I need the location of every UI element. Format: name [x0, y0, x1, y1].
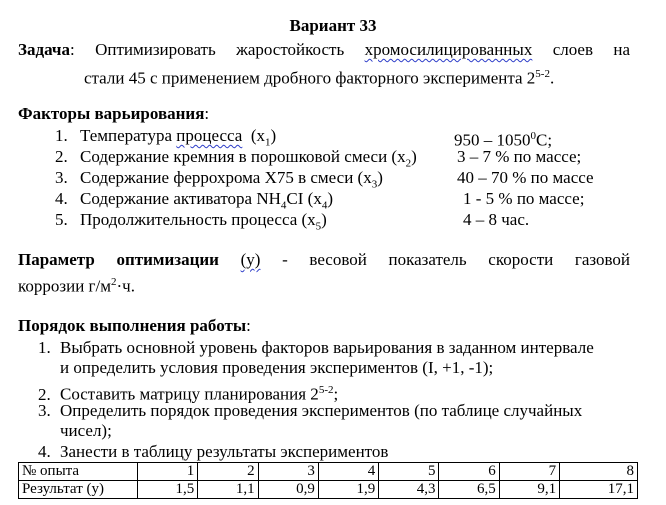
factors-colon: :	[204, 104, 210, 123]
table-cell: 8	[560, 463, 638, 481]
table-cell: 4	[318, 463, 378, 481]
table-cell: 6,5	[439, 481, 499, 499]
factor-sub-mid: 4	[280, 199, 287, 212]
task-line-1	[18, 40, 630, 60]
table-cell: 1,9	[318, 481, 378, 499]
order-item	[38, 338, 594, 358]
order-text: Выбрать основной уровень факторов варьирования в заданном интервале	[60, 338, 594, 357]
order-item	[38, 401, 582, 421]
order-item	[38, 442, 388, 462]
task-text: : Оптимизировать жаростойкость	[69, 40, 365, 59]
factor-close: )	[270, 126, 277, 145]
parameter-unit: коррозии г/м	[18, 276, 112, 296]
order-text: Занести в таблицу результаты экспериментов	[60, 442, 389, 461]
table-cell: 6	[439, 463, 499, 481]
factor-range: 1 - 5 % по массе;	[463, 189, 585, 208]
task-spellcheck-word: хромосилицированных	[364, 40, 533, 59]
table-cell: 2	[198, 463, 258, 481]
factor-num: 5.	[55, 210, 68, 229]
table-cell-label: Результат (у)	[19, 481, 138, 499]
table-cell: 17,1	[560, 481, 638, 499]
factor-close: )	[411, 147, 417, 166]
factor-sub: 1	[264, 136, 271, 149]
factor-num: 1.	[55, 126, 68, 145]
table-cell: 1,1	[198, 481, 258, 499]
factor-close: )	[327, 189, 333, 208]
order-item-cont: и определить условия проведения экспериментов (I, +1, -1);	[60, 358, 494, 377]
factor-range: 40 – 70 % по массе	[457, 168, 594, 187]
range-sup: 0	[530, 130, 536, 142]
table-cell: 1	[138, 463, 198, 481]
order-text: Определить порядок проведения экспериментов (по таблице случайных	[60, 401, 583, 420]
table-cell-label: № опыта	[19, 463, 138, 481]
table-cell: 5	[379, 463, 439, 481]
table-cell: 1,5	[138, 481, 198, 499]
order-num: 3.	[38, 401, 51, 420]
factor-item	[55, 210, 327, 236]
range-post: C;	[536, 130, 553, 150]
factors-heading	[18, 104, 209, 124]
factor-num: 4.	[55, 189, 68, 208]
factor-text: Температура	[80, 126, 177, 145]
order-heading	[18, 316, 251, 336]
table-cell: 4,3	[379, 481, 439, 499]
parameter-line-1	[18, 250, 630, 270]
factor-num: 3.	[55, 168, 68, 187]
table-cell: 0,9	[258, 481, 318, 499]
factor-sub: 2	[405, 157, 412, 170]
parameter-dash: -	[282, 250, 288, 269]
factor-close: )	[377, 168, 383, 187]
order-num: 2.	[38, 384, 51, 404]
task-end: .	[549, 68, 555, 88]
factor-text: Содержание кремния в порошковой смеси (x	[80, 147, 406, 166]
task-sup: 5-2	[535, 68, 550, 80]
parameter-symbol: (у)	[240, 250, 261, 269]
task-line-2	[84, 64, 554, 89]
table-row	[19, 481, 638, 499]
factor-spellcheck-word: процесса	[176, 126, 243, 145]
factors-heading-text: Факторы варьирования	[18, 104, 205, 123]
order-sup: 5-2	[318, 384, 334, 396]
factor-range: 4 – 8 час.	[463, 210, 530, 229]
table-cell: 3	[258, 463, 318, 481]
order-colon: :	[246, 316, 251, 335]
parameter-unit-post: ·ч.	[116, 276, 135, 296]
order-text: Составить матрицу планирования 2	[60, 384, 319, 404]
order-item-cont: чисел);	[60, 421, 112, 440]
factor-sub: 4	[321, 199, 328, 212]
page-title: Вариант 33	[289, 16, 377, 35]
factor-range: 3 – 7 % по массе;	[457, 147, 582, 166]
factor-text: Содержание активатора NH	[80, 189, 281, 208]
factor-sub: 3	[371, 178, 378, 191]
factor-text: Продолжительность процесса (x	[80, 210, 316, 229]
order-num: 4.	[38, 442, 51, 461]
order-end: ;	[333, 384, 339, 404]
parameter-desc: весовой показатель скорости газовой	[309, 250, 631, 269]
table-row	[19, 463, 638, 481]
factor-var: (x	[242, 126, 265, 145]
parameter-line-2	[18, 272, 135, 297]
task-label: Задача	[18, 40, 70, 59]
factor-text-mid: CI (x	[286, 189, 322, 208]
order-heading-text: Порядок выполнения работы	[18, 316, 247, 335]
factor-sub: 5	[315, 220, 322, 233]
factor-text: Содержание феррохрома Х75 в смеси (x	[80, 168, 372, 187]
parameter-sup: 2	[111, 276, 117, 288]
order-num: 1.	[38, 338, 51, 357]
range-text: 950 – 1050	[454, 130, 531, 150]
task-text-2: стали 45 с применением дробного факторного эксперимента 2	[84, 68, 536, 88]
parameter-label: Параметр оптимизации	[18, 250, 219, 269]
table-cell: 9,1	[499, 481, 559, 499]
factor-num: 2.	[55, 147, 68, 166]
factor-close: )	[321, 210, 327, 229]
table-cell: 7	[499, 463, 559, 481]
results-table	[18, 462, 638, 499]
task-text-tail: слоев на	[532, 40, 631, 59]
